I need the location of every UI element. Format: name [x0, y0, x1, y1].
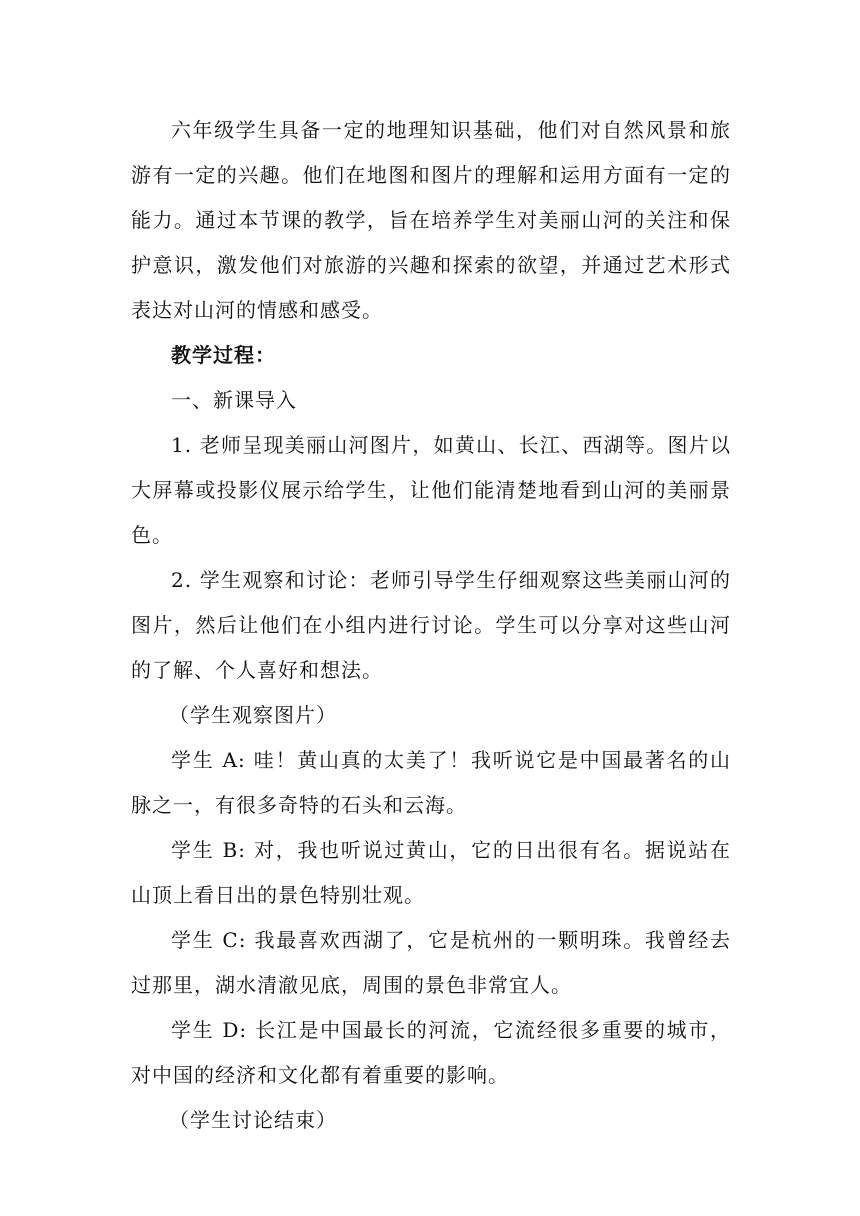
dialogue-student-a: 学生 A: 哇！黄山真的太美了！我听说它是中国最著名的山脉之一，有很多奇特的石头和云海。	[131, 748, 731, 817]
stage-note-start: （学生观察图片）	[169, 703, 337, 727]
dialogue-student-c: 学生 C: 我最喜欢西湖了，它是杭州的一颗明珠。我曾经去过那里，湖水清澈见底，周围的景色非常宜人。	[131, 928, 731, 997]
step-2-paragraph: 2. 学生观察和讨论：老师引导学生仔细观察这些美丽山河的图片，然后让他们在小组内进行讨论。学生可以分享对这些山河的了解、个人喜好和想法。	[131, 568, 731, 682]
section-heading: 教学过程：	[171, 343, 276, 367]
subsection-heading: 一、新课导入	[171, 388, 297, 412]
document-body	[131, 108, 731, 1143]
dialogue-student-b: 学生 B: 对，我也听说过黄山，它的日出很有名。据说站在山顶上看日出的景色特别壮观。	[131, 838, 731, 907]
stage-note-end: （学生讨论结束）	[169, 1108, 337, 1132]
step-1-paragraph: 1. 老师呈现美丽山河图片，如黄山、长江、西湖等。图片以大屏幕或投影仪展示给学生，让他们能清楚地看到山河的美丽景色。	[131, 433, 731, 547]
dialogue-student-d: 学生 D: 长江是中国最长的河流，它流经很多重要的城市，对中国的经济和文化都有着重要的影响。	[131, 1018, 731, 1087]
intro-paragraph: 六年级学生具备一定的地理知识基础，他们对自然风景和旅游有一定的兴趣。他们在地图和图片的理解和运用方面有一定的能力。通过本节课的教学，旨在培养学生对美丽山河的关注和保护意识，激发他们对旅游的兴趣和探索的欲望，并通过艺术形式表达对山河的情感和感受。	[131, 118, 731, 322]
